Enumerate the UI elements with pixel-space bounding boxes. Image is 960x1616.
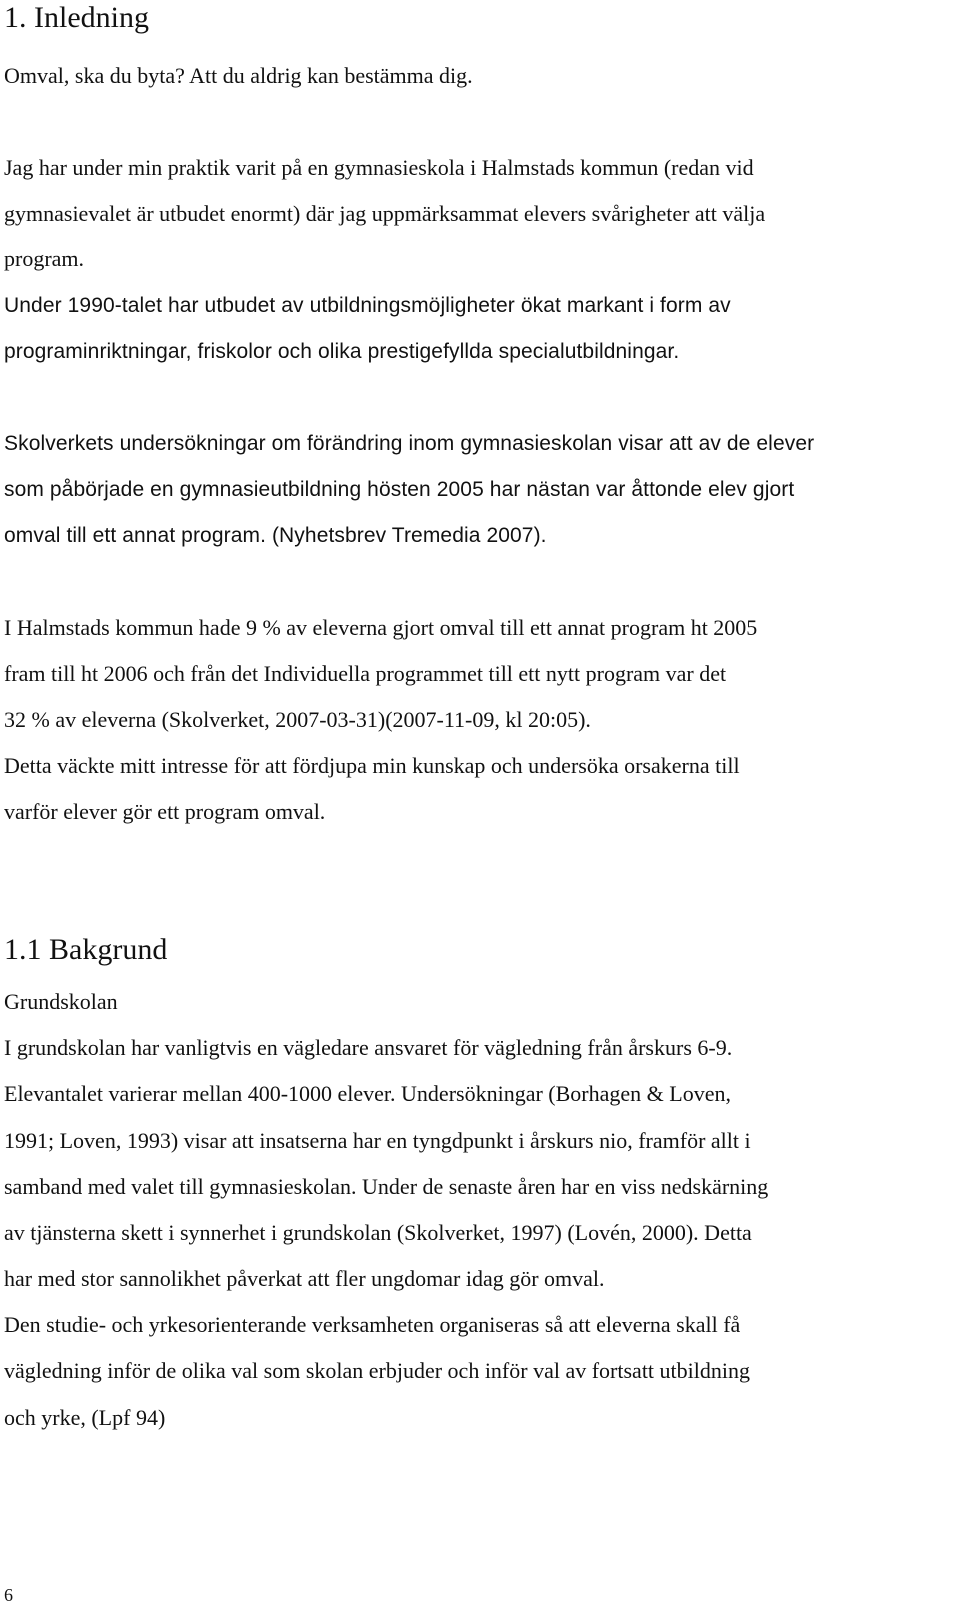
section-line: av tjänsterna skett i synnerhet i grundskolan (Skolverket, 1997) (Lovén, 2000). Detta (4, 1220, 752, 1245)
intro-line: Skolverkets undersökningar om förändring inom gymnasieskolan visar att av de elever (4, 432, 815, 455)
intro-line: I Halmstads kommun hade 9 % av eleverna gjort omval till ett annat program ht 2005 (4, 615, 758, 640)
intro-line: 32 % av eleverna (Skolverket, 2007-03-31)(2007-11-09, kl 20:05). (4, 707, 591, 732)
intro-line: Jag har under min praktik varit på en gymnasieskola i Halmstads kommun (redan vid (4, 155, 754, 180)
section-line: vägledning inför de olika val som skolan erbjuder och inför val av fortsatt utbildning (4, 1358, 750, 1383)
intro-line: omval till ett annat program. (Nyhetsbrev Tremedia 2007). (4, 524, 547, 547)
chapter-heading: 1. Inledning (4, 1, 149, 34)
page-number: 6 (4, 1585, 13, 1605)
intro-line: program. (4, 246, 85, 271)
intro-line: Omval, ska du byta? Att du aldrig kan bestämma dig. (4, 63, 473, 88)
section-line: och yrke, (Lpf 94) (4, 1405, 166, 1430)
section-line: I grundskolan har vanligtvis en vägledare ansvaret för vägledning från årskurs 6-9. (4, 1035, 733, 1060)
intro-line: varför elever gör ett program omval. (4, 799, 326, 824)
section-line: samband med valet till gymnasieskolan. Under de senaste åren har en viss nedskärning (4, 1174, 769, 1199)
section-heading: 1.1 Bakgrund (4, 933, 168, 966)
intro-line: Detta väckte mitt intresse för att fördjupa min kunskap och undersöka orsakerna till (4, 753, 740, 778)
section-line: har med stor sannolikhet påverkat att fler ungdomar idag gör omval. (4, 1266, 605, 1291)
intro-line: gymnasievalet är utbudet enormt) där jag uppmärksammat elevers svårigheter att välja (4, 201, 766, 226)
intro-line: programinriktningar, friskolor och olika prestigefyllda specialutbildningar. (4, 340, 680, 363)
section-line: Grundskolan (4, 989, 118, 1014)
section-line: Elevantalet varierar mellan 400-1000 elever. Undersökningar (Borhagen & Loven, (4, 1081, 731, 1106)
intro-line: fram till ht 2006 och från det Individuella programmet till ett nytt program var det (4, 661, 727, 686)
intro-line: som påbörjade en gymnasieutbildning hösten 2005 har nästan var åttonde elev gjort (4, 478, 795, 501)
section-line: Den studie- och yrkesorienterande verksamheten organiseras så att eleverna skall få (4, 1312, 741, 1337)
intro-line: Under 1990-talet har utbudet av utbildningsmöjligheter ökat markant i form av (4, 294, 731, 317)
section-line: 1991; Loven, 1993) visar att insatserna har en tyngdpunkt i årskurs nio, framför allt i (4, 1128, 751, 1153)
